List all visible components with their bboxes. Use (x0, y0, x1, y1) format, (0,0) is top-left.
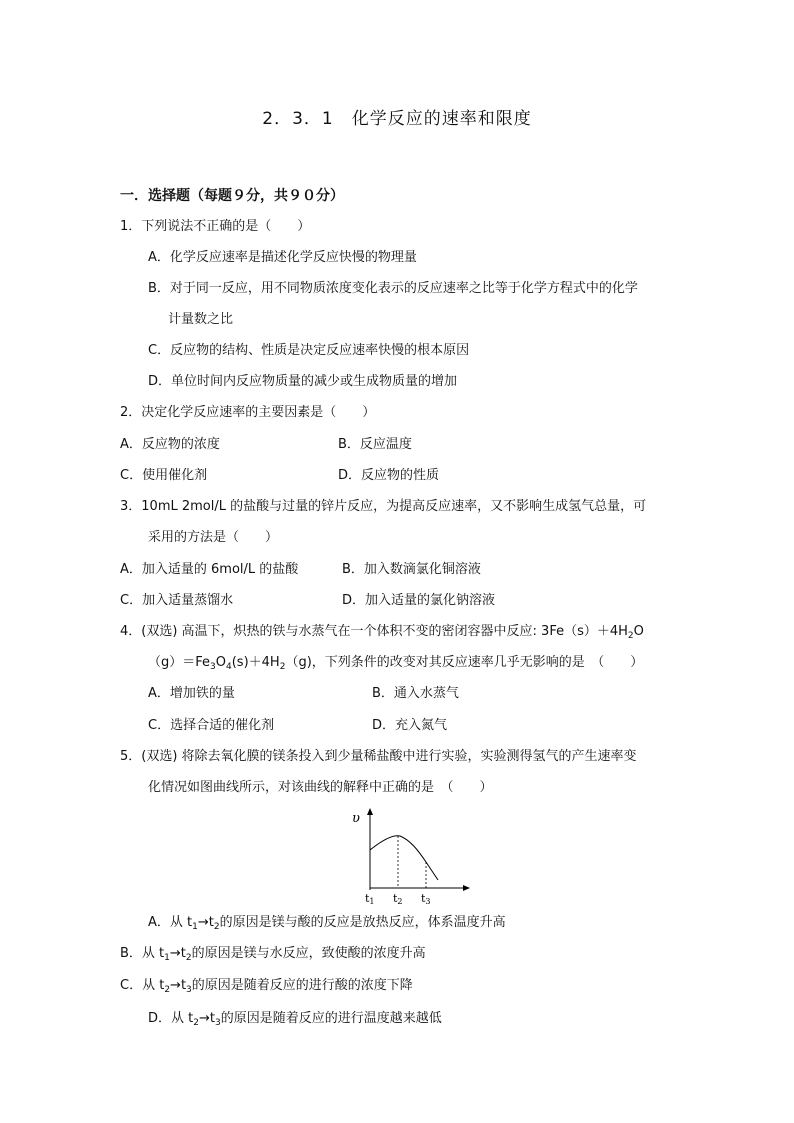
graph-y-arrow (367, 808, 373, 815)
q1-stem: 1．下列说法不正确的是（ ） (120, 219, 311, 234)
q1-option-d: D．单位时间内反应物质量的减少或生成物质量的增加 (148, 374, 458, 389)
q3-option-d: D．加入适量的氯化钠溶液 (342, 593, 496, 608)
page-title: 2．3．1 化学反应的速率和限度 (262, 109, 532, 129)
graph-x-arrow (463, 885, 470, 891)
q3-option-c: C．加入适量蒸馏水 (120, 593, 234, 608)
q4-stem-line2: $(g)=Fe_3O_4(s)+4H_2(g)$，下列条件的改变对其反应速率几乎无影响的是 （ ） (148, 655, 644, 672)
q4-stem-line1: 4．(双选) 高温下，炽热的铁与水蒸气在一个体积不变的密闭容器中反应: $3Fe(s)+4H_2O$ (120, 624, 644, 641)
rate-time-graph (348, 806, 478, 908)
q4-option-d: D．充入氮气 (372, 718, 448, 733)
section-heading: 一．选择题（每题９分，共９０分） (120, 188, 344, 204)
q5-stem-line1: 5．(双选) 将除去氧化膜的镁条投入到少量稀盐酸中进行实验，实验测得氢气的产生速率变 (120, 749, 637, 764)
rate-curve (370, 836, 438, 880)
q2-option-d: D．反应物的性质 (338, 468, 440, 483)
q2-stem: 2．决定化学反应速率的主要因素是（ ） (120, 405, 376, 420)
q1-option-b-line1: B．对于同一反应，用不同物质浓度变化表示的反应速率之比等于化学方程式中的化学 (148, 281, 638, 296)
q4-option-c: C．选择合适的催化剂 (148, 718, 275, 733)
q1-option-c: C．反应物的结构、性质是决定反应速率快慢的根本原因 (148, 343, 470, 358)
q3-option-a: A．加入适量的 6mol/L 的盐酸 (120, 562, 299, 577)
q2-option-b: B．反应温度 (338, 437, 412, 452)
q1-option-a: A．化学反应速率是描述化学反应快慢的物理量 (148, 250, 417, 265)
q3-option-b: B．加入数滴氯化铜溶液 (342, 562, 481, 577)
q1-option-b-line2: 计量数之比 (168, 312, 234, 327)
q5-option-c: C．从 $t_2\to t_3$的原因是随着反应的进行酸的浓度下降 (120, 978, 413, 995)
graph-t3-label: t3 (421, 892, 431, 906)
graph-t1-label: t1 (365, 892, 375, 906)
q5-stem-line2: 化情况如图曲线所示，对该曲线的解释中正确的是 （ ） (148, 780, 493, 795)
q2-option-a: A．反应物的浓度 (120, 437, 220, 452)
q4-option-b: B．通入水蒸气 (372, 686, 459, 701)
q5-option-a: A．从 $t_1\to t_2$的原因是镁与酸的反应是放热反应，体系温度升高 (148, 915, 506, 932)
q2-option-c: C．使用催化剂 (120, 468, 208, 483)
q4-option-a: A．增加铁的量 (148, 686, 235, 701)
q5-option-b: B．从 $t_1\to t_2$的原因是镁与水反应，致使酸的浓度升高 (120, 946, 426, 963)
q5-option-d: D．从 $t_2\to t_3$的原因是随着反应的进行温度越来越低 (148, 1011, 442, 1028)
q3-stem-line1: 3．10mL 2mol/L 的盐酸与过量的锌片反应，为提高反应速率，又不影响生成氢气总量，可 (120, 499, 647, 514)
graph-y-label: υ (352, 811, 360, 826)
q3-stem-line2: 采用的方法是（ ） (148, 530, 279, 545)
graph-t2-label: t2 (393, 892, 403, 906)
